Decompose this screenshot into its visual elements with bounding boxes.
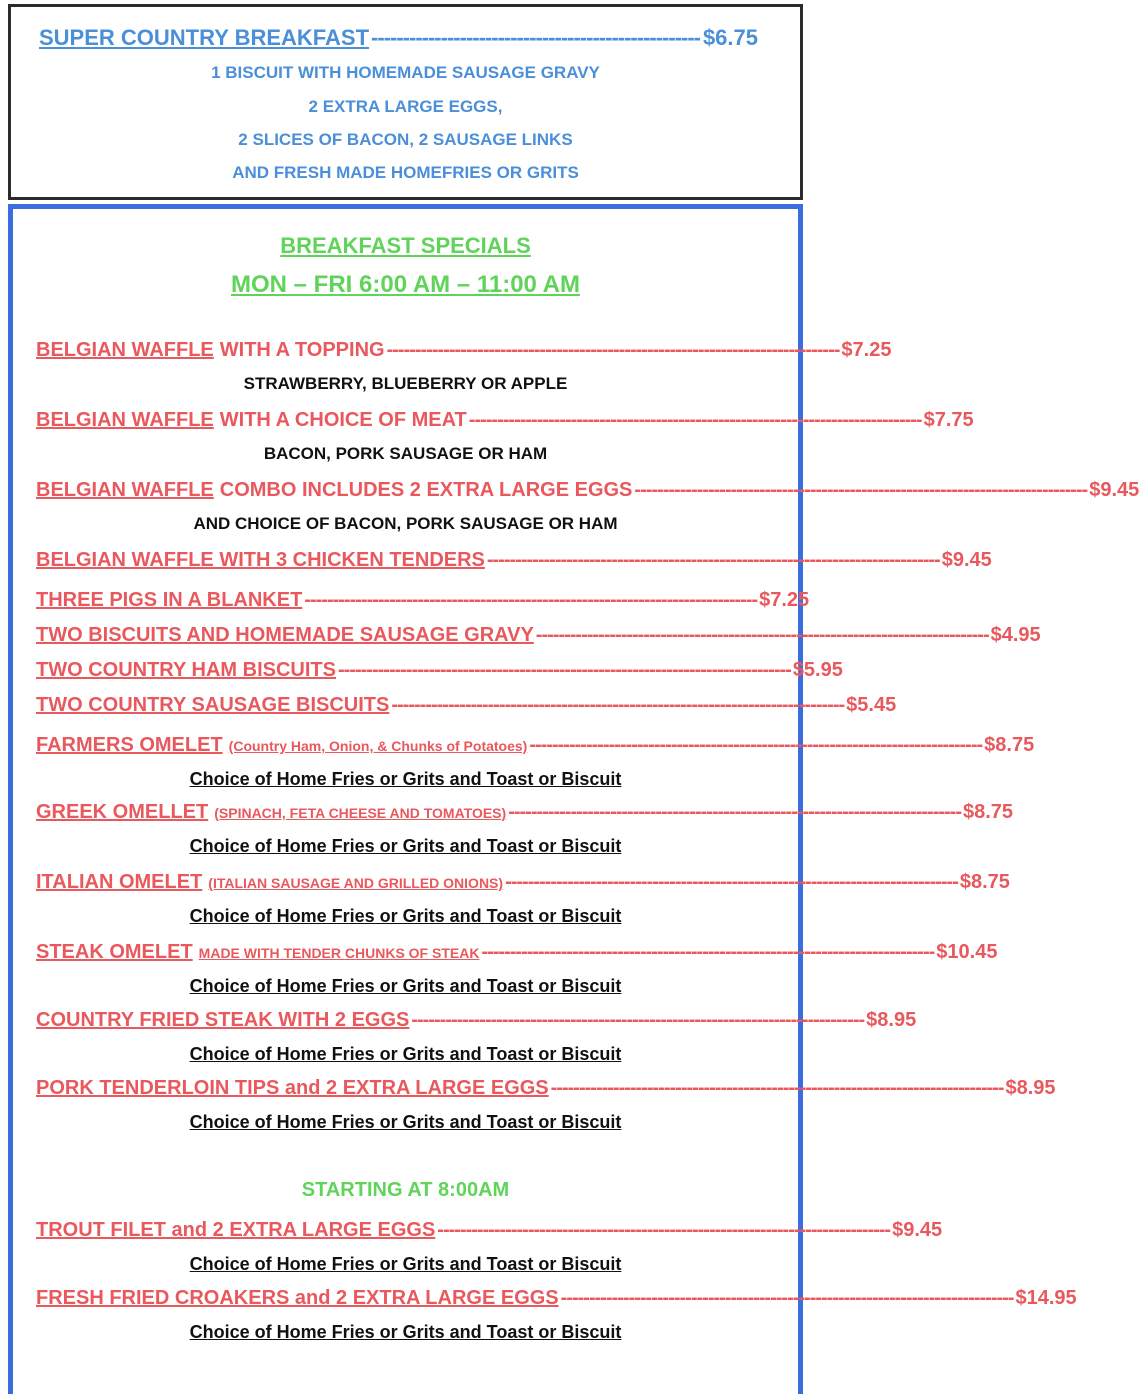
- menu-item: [36, 1219, 943, 1242]
- item-extra: WITH A TOPPING: [219, 339, 385, 361]
- dot-leader: --------------------------------------------------------------------------------: [508, 801, 961, 823]
- item-name: STEAK OMELET: [36, 941, 193, 963]
- item-extra: COMBO INCLUDES 2 EXTRA LARGE EGGS: [219, 479, 633, 501]
- late-section-title: STARTING AT 8:00AM: [301, 1179, 510, 1201]
- item-name: TWO COUNTRY SAUSAGE BISCUITS: [36, 694, 390, 716]
- dot-leader: --------------------------------------------------------------------------------: [386, 339, 840, 361]
- menu-item: [36, 339, 892, 362]
- item-name: BELGIAN WAFFLE: [36, 479, 214, 501]
- dot-leader: --------------------------------------------------------------------------------: [304, 589, 758, 611]
- item-price: $8.95: [1005, 1077, 1056, 1099]
- breakfast-specials-box: [8, 204, 1139, 1394]
- item-price: $8.75: [963, 801, 1014, 823]
- dot-leader: ----------------------------------------------------: [371, 25, 701, 50]
- menu-item: [36, 871, 1010, 894]
- menu-item: [36, 1077, 1056, 1100]
- section-hours: MON – FRI 6:00 AM – 11:00 AM: [231, 271, 580, 298]
- super-country-breakfast-box: [8, 4, 803, 200]
- item-subtext: Choice of Home Fries or Grits and Toast or Biscuit: [189, 769, 622, 789]
- item-subtext: Choice of Home Fries or Grits and Toast or Biscuit: [189, 906, 622, 926]
- menu-item: [36, 659, 843, 682]
- item-name: ITALIAN OMELET: [36, 871, 203, 893]
- dot-leader: --------------------------------------------------------------------------------: [468, 409, 922, 431]
- item-name: BELGIAN WAFFLE: [36, 339, 214, 361]
- dot-leader: --------------------------------------------------------------------------------: [634, 479, 1088, 501]
- item-price: $8.95: [866, 1009, 917, 1031]
- item-subtext: Choice of Home Fries or Grits and Toast or Biscuit: [189, 976, 622, 996]
- dot-leader: --------------------------------------------------------------------------------: [505, 871, 958, 893]
- item-price: $7.25: [759, 589, 810, 611]
- super-country-breakfast-line: [39, 25, 758, 51]
- dot-leader: --------------------------------------------------------------------------------: [437, 1219, 891, 1241]
- menu-item: [36, 409, 974, 432]
- menu-item: [36, 624, 1041, 647]
- item-name: BELGIAN WAFFLE WITH 3 CHICKEN TENDERS: [36, 549, 485, 571]
- item-price: $5.45: [846, 694, 897, 716]
- menu-item: [36, 479, 1139, 502]
- dot-leader: --------------------------------------------------------------------------------: [411, 1009, 865, 1031]
- item-extra: WITH A CHOICE OF MEAT: [219, 409, 467, 431]
- item-price: $10.45: [936, 941, 998, 963]
- item-name: THREE PIGS IN A BLANKET: [36, 589, 303, 611]
- menu-item: [36, 589, 810, 612]
- description-line: AND FRESH MADE HOMEFRIES OR GRITS: [232, 163, 579, 182]
- item-note: (Country Ham, Onion, & Chunks of Potatoes): [228, 738, 528, 754]
- dot-leader: --------------------------------------------------------------------------------: [529, 734, 983, 756]
- section-title: BREAKFAST SPECIALS: [280, 233, 531, 258]
- item-note: MADE WITH TENDER CHUNKS OF STEAK: [198, 945, 480, 961]
- item-subtext: Choice of Home Fries or Grits and Toast or Biscuit: [189, 1112, 622, 1132]
- item-subtext: AND CHOICE OF BACON, PORK SAUSAGE OR HAM: [193, 514, 618, 533]
- menu-item: [36, 694, 897, 717]
- item-subtext: BACON, PORK SAUSAGE OR HAM: [263, 444, 548, 463]
- menu-item: [36, 801, 1014, 824]
- item-note: (ITALIAN SAUSAGE AND GRILLED ONIONS): [208, 875, 504, 891]
- item-name: TROUT FILET and 2 EXTRA LARGE EGGS: [36, 1219, 436, 1241]
- menu-item: [36, 941, 998, 964]
- dot-leader: --------------------------------------------------------------------------------: [535, 624, 989, 646]
- item-name: PORK TENDERLOIN TIPS and 2 EXTRA LARGE EGGS: [36, 1077, 549, 1099]
- item-name: COUNTRY FRIED STEAK WITH 2 EGGS: [36, 1009, 410, 1031]
- description-line: 2 SLICES OF BACON, 2 SAUSAGE LINKS: [238, 130, 573, 149]
- menu-item: [36, 734, 1035, 757]
- item-subtext: Choice of Home Fries or Grits and Toast or Biscuit: [189, 1254, 622, 1274]
- item-price: $4.95: [990, 624, 1041, 646]
- description-line: 1 BISCUIT WITH HOMEMADE SAUSAGE GRAVY: [211, 63, 600, 82]
- dot-leader: --------------------------------------------------------------------------------: [550, 1077, 1004, 1099]
- item-name: SUPER COUNTRY BREAKFAST: [39, 25, 370, 50]
- item-name: FRESH FRIED CROAKERS and 2 EXTRA LARGE EGGS: [36, 1287, 559, 1309]
- description-line: 2 EXTRA LARGE EGGS,: [308, 97, 503, 116]
- item-price: $9.45: [892, 1219, 943, 1241]
- dot-leader: --------------------------------------------------------------------------------: [391, 694, 845, 716]
- item-price: $8.75: [959, 871, 1010, 893]
- item-name: TWO BISCUITS AND HOMEMADE SAUSAGE GRAVY: [36, 624, 534, 646]
- menu-item: [36, 1287, 1077, 1310]
- item-price: $7.25: [841, 339, 892, 361]
- item-name: BELGIAN WAFFLE: [36, 409, 214, 431]
- item-price: $7.75: [923, 409, 974, 431]
- dot-leader: --------------------------------------------------------------------------------: [486, 549, 940, 571]
- item-subtext: STRAWBERRY, BLUEBERRY OR APPLE: [243, 374, 568, 393]
- dot-leader: --------------------------------------------------------------------------------: [481, 941, 935, 963]
- item-note: (SPINACH, FETA CHEESE AND TOMATOES): [214, 805, 507, 821]
- item-price: $9.45: [941, 549, 992, 571]
- menu-item: [36, 549, 992, 572]
- menu-item: [36, 1009, 917, 1032]
- item-price: $14.95: [1015, 1287, 1077, 1309]
- item-price: $9.45: [1089, 479, 1139, 501]
- item-name: GREEK OMELLET: [36, 801, 209, 823]
- item-subtext: Choice of Home Fries or Grits and Toast or Biscuit: [189, 1322, 622, 1342]
- dot-leader: --------------------------------------------------------------------------------: [560, 1287, 1014, 1309]
- item-name: TWO COUNTRY HAM BISCUITS: [36, 659, 336, 681]
- item-name: FARMERS OMELET: [36, 734, 223, 756]
- item-price: $8.75: [984, 734, 1035, 756]
- item-subtext: Choice of Home Fries or Grits and Toast or Biscuit: [189, 836, 622, 856]
- item-subtext: Choice of Home Fries or Grits and Toast or Biscuit: [189, 1044, 622, 1064]
- item-price: $5.95: [792, 659, 843, 681]
- dot-leader: --------------------------------------------------------------------------------: [338, 659, 791, 681]
- item-price: $6.75: [702, 25, 758, 50]
